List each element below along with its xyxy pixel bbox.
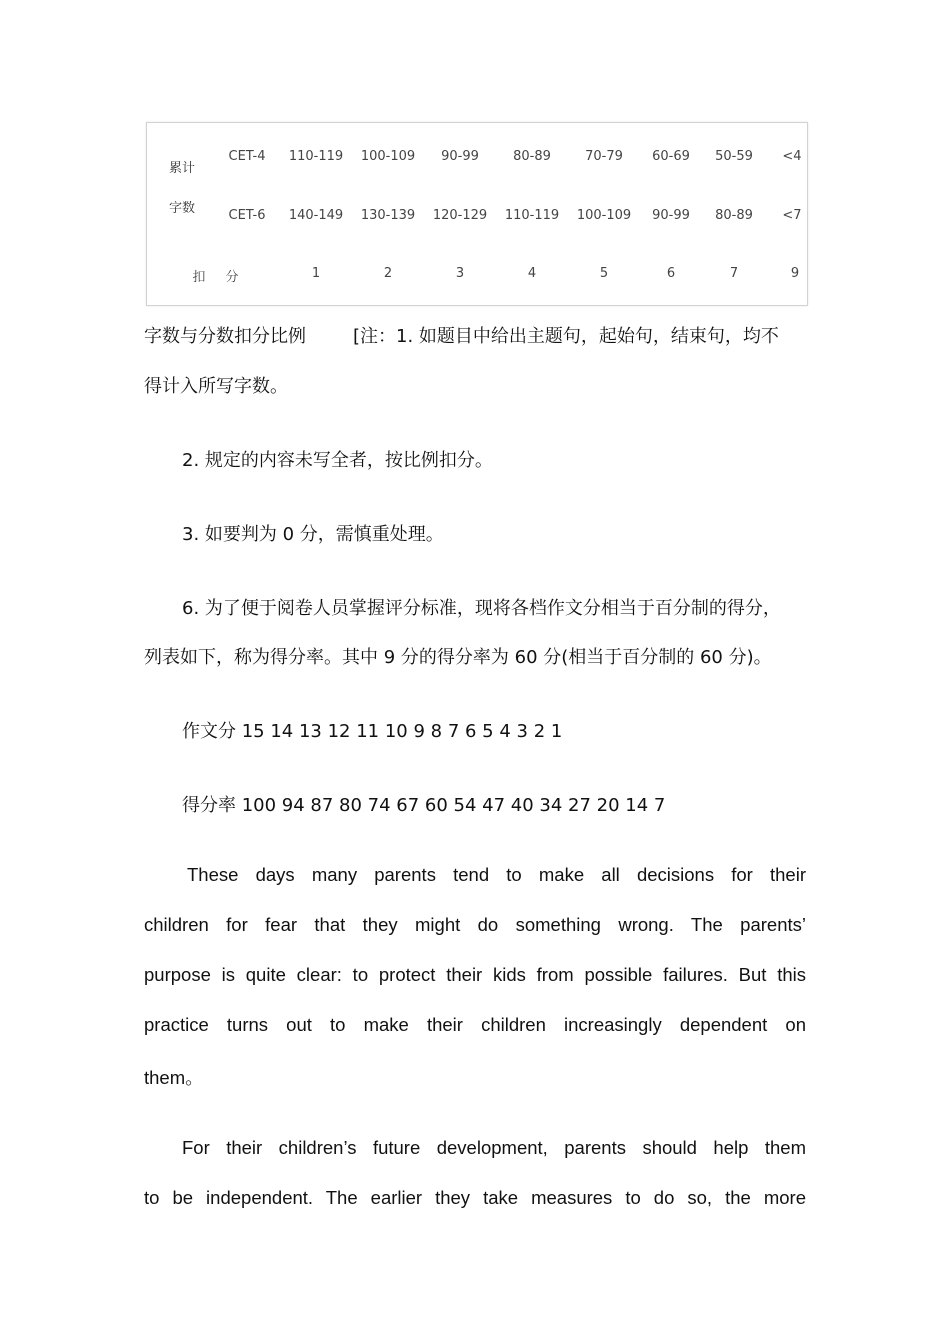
cet6-range: 80-89	[715, 208, 753, 223]
deduction-value: 7	[729, 266, 739, 281]
note-3: 3. 如要判为 0 分，需慎重处理。	[182, 524, 444, 545]
deduction-value: 2	[383, 266, 393, 281]
cet6-range: 100-109	[576, 208, 632, 223]
note-6-continued: 列表如下，称为得分率。其中 9 分的得分率为 60 分(相当于百分制的 60 分)。	[144, 647, 772, 668]
paragraph-1-line: purpose is quite clear: to protect their kids from possible failures. But this	[144, 964, 806, 985]
note-2: 2. 规定的内容未写全者，按比例扣分。	[182, 450, 493, 471]
deduction-value: 9	[790, 266, 800, 281]
cet6-range: 110-119	[504, 208, 560, 223]
row-header-wordcount: 字数	[169, 201, 196, 216]
word-count-score-table	[146, 122, 808, 306]
score-rate-row: 得分率 100 94 87 80 74 67 60 54 47 40 34 27 20 14 7	[182, 795, 666, 816]
paragraph-1-line: These days many parents tend to make all decisions for their	[187, 864, 806, 885]
deduction-value: 3	[455, 266, 465, 281]
table-caption: 字数与分数扣分比例	[144, 326, 306, 347]
row-header-cumulative: 累计	[169, 161, 196, 176]
note-6: 6. 为了便于阅卷人员掌握评分标准，现将各档作文分相当于百分制的得分，	[182, 598, 781, 619]
cet6-range: 130-139	[360, 208, 416, 223]
deduction-value: 5	[599, 266, 609, 281]
cet6-range: 120-129	[432, 208, 488, 223]
cet4-range: 50-59	[715, 149, 753, 164]
note-1-continued: 得计入所写字数。	[144, 376, 288, 397]
paragraph-2-line: For their children’s future development, parents should help them	[182, 1137, 806, 1158]
cet6-label: CET-6	[228, 208, 266, 223]
note-1: [注：1. 如题目中给出主题句，起始句，结束句，均不	[353, 326, 779, 347]
deduction-label: 分	[225, 270, 239, 285]
paragraph-2-line: to be independent. The earlier they take measures to do so, the more	[144, 1187, 806, 1208]
deduction-value: 4	[527, 266, 537, 281]
essay-score-row: 作文分 15 14 13 12 11 10 9 8 7 6 5 4 3 2 1	[182, 721, 563, 742]
cet4-range: 60-69	[652, 149, 690, 164]
cet4-range: 80-89	[513, 149, 551, 164]
cet6-range: <7	[782, 208, 802, 223]
deduction-value: 1	[311, 266, 321, 281]
paragraph-1-line: them。	[144, 1067, 204, 1088]
cet4-range: <4	[782, 149, 802, 164]
deduction-label: 扣	[192, 270, 206, 285]
cet4-range: 110-119	[288, 149, 344, 164]
cet6-range: 90-99	[652, 208, 690, 223]
cet4-range: 70-79	[585, 149, 623, 164]
paragraph-1-line: practice turns out to make their children increasingly dependent on	[144, 1014, 806, 1035]
cet6-range: 140-149	[288, 208, 344, 223]
cet4-label: CET-4	[228, 149, 266, 164]
deduction-value: 6	[666, 266, 676, 281]
paragraph-1-line: children for fear that they might do something wrong. The parents’	[144, 914, 806, 935]
cet4-range: 90-99	[441, 149, 479, 164]
cet4-range: 100-109	[360, 149, 416, 164]
